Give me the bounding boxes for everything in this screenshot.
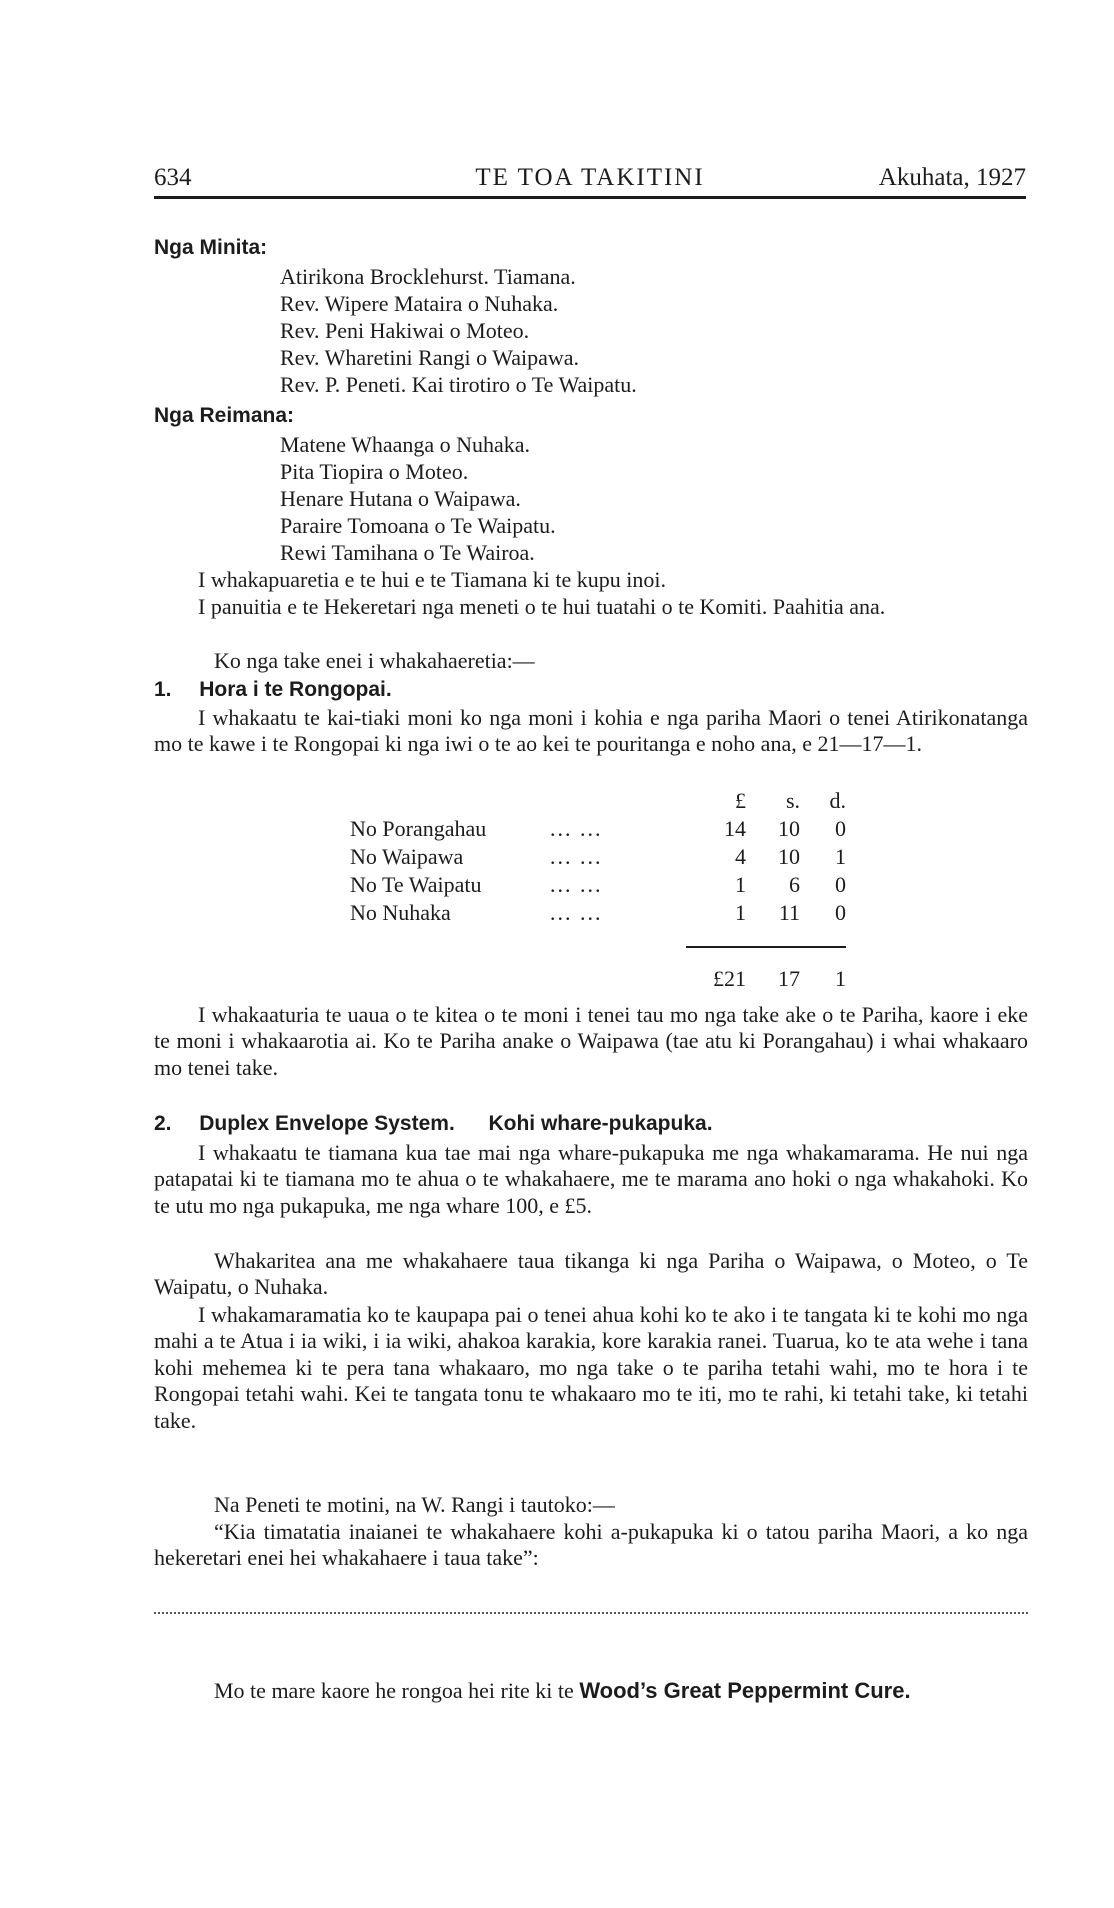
total-pounds: £21 [713, 966, 746, 991]
minister-item: Rev. P. Peneti. Kai tirotiro o Te Waipatu. [280, 372, 637, 397]
pence-cell: 0 [835, 816, 846, 841]
minister-item: Rev. Wipere Mataira o Nuhaka. [280, 291, 559, 316]
separator-rule [154, 1612, 1028, 1615]
shillings-cell: 10 [778, 816, 800, 841]
advert-text: Mo te mare kaore he rongoa hei rite ki te [214, 1678, 574, 1703]
section-2-title-b: Kohi whare-pukapuka. [488, 1112, 713, 1135]
col-pounds-header: £ [735, 788, 746, 813]
table-row [350, 844, 846, 872]
total-shillings: 17 [778, 966, 800, 991]
section-1-paragraph: I whakaatu te kai-tiaki moni ko nga moni i kohia e nga pariha Maori o tenei Atirikonatanga mo te kawe i te Rongopai ki nga iwi o te ao kei te pouritanga e noho ana, e 21—17—1. [154, 705, 1028, 757]
leader-dots: ... ... [550, 844, 603, 869]
leader-dots: ... ... [550, 900, 603, 925]
section-2-title-a: Duplex Envelope System. [199, 1112, 455, 1135]
table-row [350, 900, 846, 928]
section-1-number: 1. [154, 678, 172, 701]
section-2-heading [154, 1112, 713, 1136]
resolution-quote: “Kia timatatia inaianei te whakahaere kohi a-pukapuka ki o tatou pariha Maori, a ko nga hekeretari enei hei whakahaere i taua take”: [154, 1519, 1028, 1571]
col-pence-header: d. [829, 788, 846, 813]
total-row [350, 966, 846, 994]
shillings-cell: 6 [789, 872, 800, 897]
minutes-paragraph: I panuitia e te Hekeretari nga meneti o te hui tuatahi o te Komiti. Paahitia ana. [198, 594, 886, 619]
layman-item: Pita Tiopira o Moteo. [280, 459, 469, 484]
laymen-heading: Nga Reimana: [154, 404, 295, 427]
pence-cell: 0 [835, 872, 846, 897]
leader-dots: ... ... [550, 872, 603, 897]
table-header-row [350, 788, 846, 816]
col-shillings-header: s. [785, 788, 800, 813]
section-2-number: 2. [154, 1112, 172, 1135]
advert-brand: Wood’s Great Peppermint Cure. [579, 1678, 911, 1703]
running-header [154, 160, 1026, 200]
minister-item: Rev. Peni Hakiwai o Moteo. [280, 318, 530, 343]
journal-title: TE TOA TAKITINI [475, 164, 705, 191]
parish-name: No Te Waipatu [350, 872, 482, 897]
shillings-cell: 10 [778, 844, 800, 869]
layman-item: Paraire Tomoana o Te Waipatu. [280, 513, 556, 538]
prayer-paragraph: I whakapuaretia e te hui e te Tiamana ki te kupu inoi. [198, 567, 666, 592]
pounds-cell: 4 [735, 844, 746, 869]
total-rule [686, 946, 846, 948]
motion-paragraph: Na Peneti te motini, na W. Rangi i tautoko:— [214, 1492, 615, 1517]
parish-name: No Waipawa [350, 844, 464, 869]
shillings-cell: 11 [778, 900, 800, 925]
parish-name: No Nuhaka [350, 900, 451, 925]
total-pence: 1 [835, 966, 846, 991]
pence-cell: 0 [835, 900, 846, 925]
minister-item: Atirikona Brocklehurst. Tiamana. [280, 264, 576, 289]
pounds-cell: 1 [735, 872, 746, 897]
table-row [350, 872, 846, 900]
section-1-paragraph-2: I whakaaturia te uaua o te kitea o te moni i tenei tau mo nga take ake o te Pariha, kaore i eke te moni i whakaarotia ai. Ko te Pariha anake o Waipawa (tae atu ki Porangahau) i whai whakaaro mo tenei take. [154, 1002, 1028, 1080]
agenda-paragraph: Ko nga take enei i whakahaeretia:— [214, 648, 535, 673]
layman-item: Rewi Tamihana o Te Wairoa. [280, 540, 535, 565]
pounds-cell: 1 [735, 900, 746, 925]
pence-cell: 1 [835, 844, 846, 869]
section-2-paragraph-3: I whakamaramatia ko te kaupapa pai o tenei ahua kohi ko te ako i te tangata ki te kohi mo nga mahi a te Atua i ia wiki, i ia wiki, ahakoa karakia, kore karakia ranei. Tuarua, ko te ata wehe i tana kohi mehemea ki te pera tana whakaaro, mo nga take o te pariha tetahi wahi, mo te hora i te Rongopai tetahi wahi. Kei te tangata tonu te whakaaro mo te iti, mo te rahi, ki tetahi take, ki tetahi take. [154, 1302, 1028, 1433]
minister-item: Rev. Wharetini Rangi o Waipawa. [280, 345, 580, 370]
header-rule [154, 196, 1026, 199]
issue-date: Akuhata, 1927 [878, 164, 1026, 191]
pounds-cell: 14 [724, 816, 746, 841]
page-number: 634 [154, 164, 192, 191]
leader-dots: ... ... [550, 816, 603, 841]
ministers-heading: Nga Minita: [154, 236, 268, 259]
parish-name: No Porangahau [350, 816, 487, 841]
section-1-title: Hora i te Rongopai. [199, 678, 392, 701]
table-row [350, 816, 846, 844]
section-2-paragraph-1: I whakaatu te tiamana kua tae mai nga whare-pukapuka me nga whakamarama. He nui nga patapatai ki te tiamana mo te ahua o te whakahaere, me te marama ano hoki o nga whakahoki. Ko te utu mo nga pukapuka, me nga whare 100, e £5. [154, 1140, 1028, 1218]
advertisement [154, 1676, 1028, 1706]
section-2-paragraph-2: Whakaritea ana me whakahaere taua tikanga ki nga Pariha o Waipawa, o Moteo, o Te Waipatu, o Nuhaka. [154, 1248, 1028, 1300]
layman-item: Henare Hutana o Waipawa. [280, 486, 521, 511]
section-1-heading [154, 678, 392, 702]
layman-item: Matene Whaanga o Nuhaka. [280, 432, 531, 457]
